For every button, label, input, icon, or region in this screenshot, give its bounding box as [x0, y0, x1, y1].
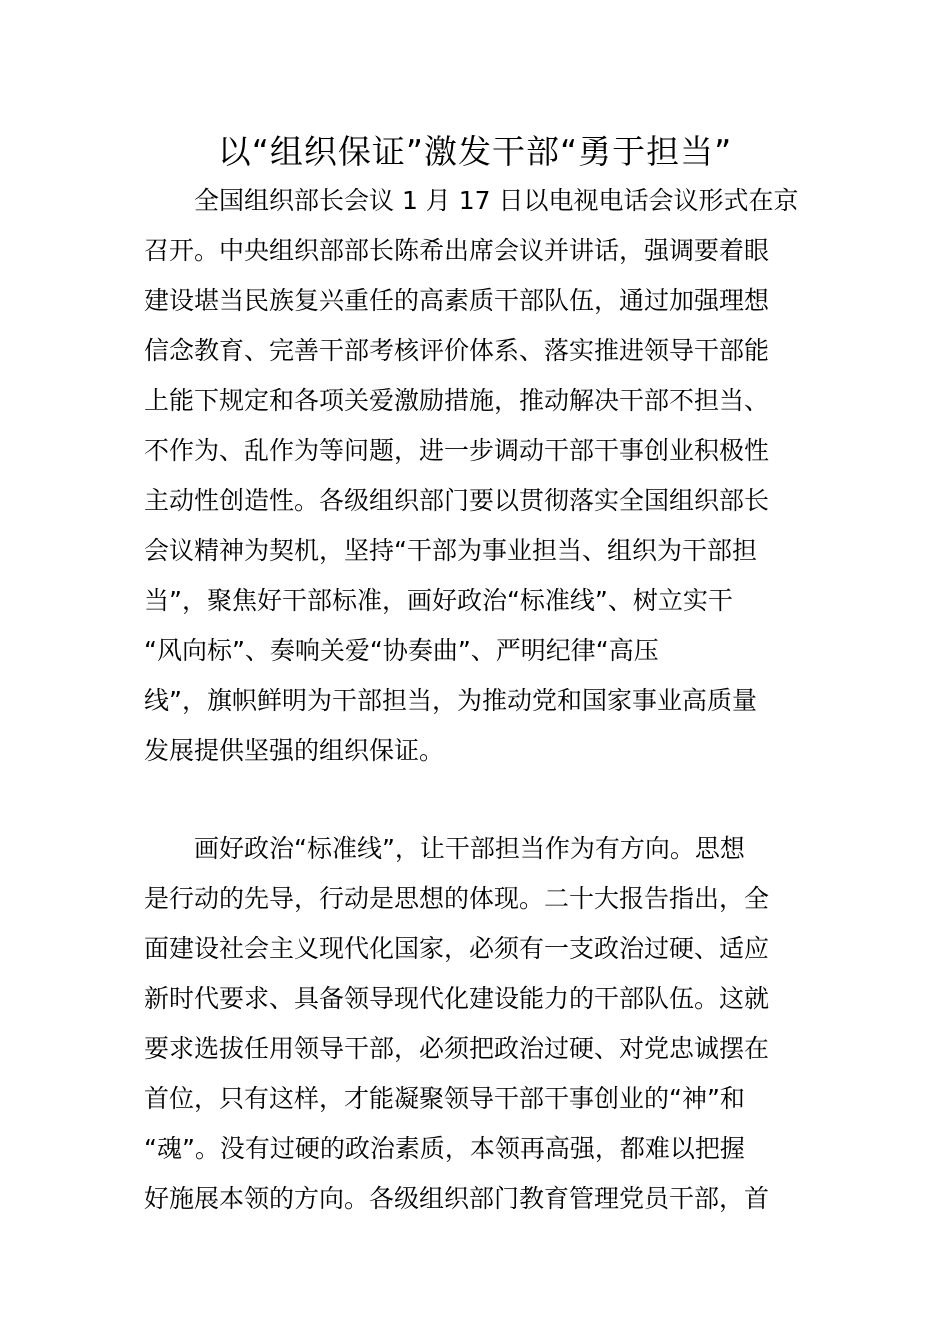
text-line: 当”，聚焦好干部标准，画好政治“标准线”、树立实干: [144, 586, 733, 615]
text-line: “魂”。没有过硬的政治素质，本领再高强，都难以把握: [144, 1134, 745, 1163]
text-line: 会议精神为契机，坚持“干部为事业担当、组织为干部担: [144, 536, 757, 565]
text-line: 信念教育、完善干部考核评价体系、落实推进领导干部能: [144, 336, 770, 365]
text-line: 召开。中央组织部部长陈希出席会议并讲话，强调要着眼: [144, 236, 770, 265]
text-line: “风向标”、奏响关爱“协奏曲”、严明纪律“高压: [144, 636, 659, 665]
text-line: 主动性创造性。各级组织部门要以贯彻落实全国组织部长: [144, 486, 770, 515]
text-line: 新时代要求、具备领导现代化建设能力的干部队伍。这就: [144, 984, 770, 1013]
text-line: 线”，旗帜鲜明为干部担当，为推动党和国家事业高质量: [144, 686, 757, 715]
text-line: 建设堪当民族复兴重任的高素质干部队伍，通过加强理想: [144, 286, 770, 315]
paragraph-1: [144, 176, 806, 776]
paragraph-2: [144, 824, 806, 1224]
text-line: 全国组织部长会议 1 月 17 日以电视电话会议形式在京: [194, 186, 799, 215]
text-line: 上能下规定和各项关爱激励措施，推动解决干部不担当、: [144, 386, 770, 415]
text-line: 首位，只有这样，才能凝聚领导干部干事创业的“神”和: [144, 1084, 745, 1113]
document-title: 以“组织保证”激发干部“勇于担当”: [217, 132, 733, 171]
text-line: 面建设社会主义现代化国家，必须有一支政治过硬、适应: [144, 934, 770, 963]
text-line: 要求选拔任用领导干部，必须把政治过硬、对党忠诚摆在: [144, 1034, 770, 1063]
text-line: 不作为、乱作为等问题，进一步调动干部干事创业积极性: [144, 436, 770, 465]
text-line: 发展提供坚强的组织保证。: [144, 736, 445, 765]
text-line: 是行动的先导，行动是思想的体现。二十大报告指出，全: [144, 884, 770, 913]
text-line: 画好政治“标准线”，让干部担当作为有方向。思想: [194, 834, 745, 863]
text-line: 好施展本领的方向。各级组织部门教育管理党员干部，首: [144, 1184, 770, 1213]
